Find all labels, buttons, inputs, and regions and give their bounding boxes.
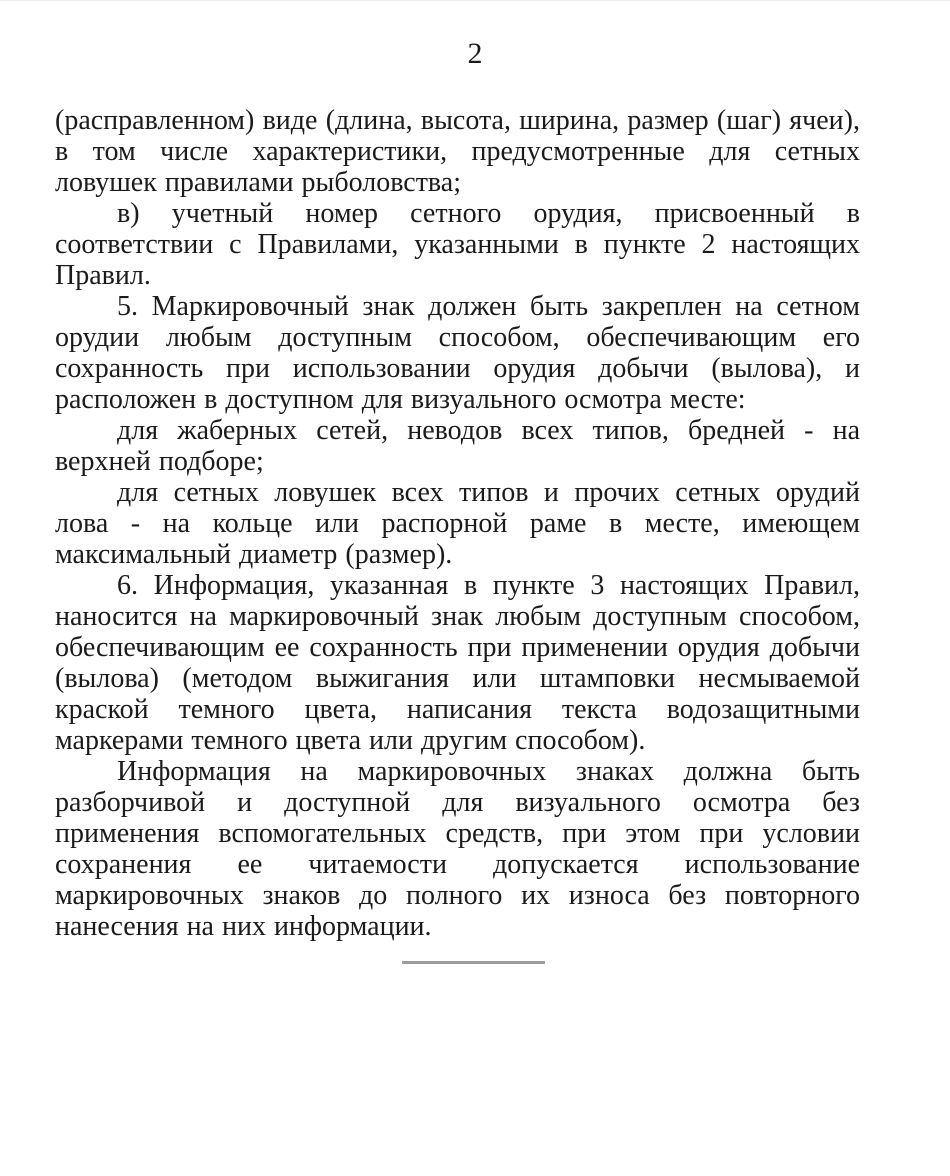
paragraph: для жаберных сетей, неводов всех типов, бредней - на верхней подборе;: [55, 415, 860, 477]
paragraph: 6. Информация, указанная в пункте 3 настоящих Правил, наносится на маркировочный знак любым доступным способом, обеспечивающим ее сохранность при применении орудия добычи (вылова) (методом выжигания или штамповки несмываемой краской темного цвета, написания текста водозащитными маркерами темного цвета или другим способом).: [55, 570, 860, 756]
document-body: [55, 105, 860, 942]
paragraph: Информация на маркировочных знаках должна быть разборчивой и доступной для визуального осмотра без применения вспомогательных средств, при этом при условии сохранения ее читаемости допускается использование маркировочных знаков до полного их износа без повторного нанесения на них информации.: [55, 756, 860, 942]
paragraph: для сетных ловушек всех типов и прочих сетных орудий лова - на кольце или распорной раме в месте, имеющем максимальный диаметр (размер).: [55, 477, 860, 570]
paragraph: в) учетный номер сетного орудия, присвоенный в соответствии с Правилами, указанными в пункте 2 настоящих Правил.: [55, 198, 860, 291]
section-end-rule: [402, 961, 545, 964]
paragraph: 5. Маркировочный знак должен быть закреплен на сетном орудии любым доступным способом, обеспечивающим его сохранность при использовании орудия добычи (вылова), и расположен в доступном для визуального осмотра месте:: [55, 291, 860, 415]
page-number: 2: [467, 37, 483, 70]
paragraph: (расправленном) виде (длина, высота, ширина, размер (шаг) ячеи), в том числе характеристики, предусмотренные для сетных ловушек правилами рыболовства;: [55, 105, 860, 198]
